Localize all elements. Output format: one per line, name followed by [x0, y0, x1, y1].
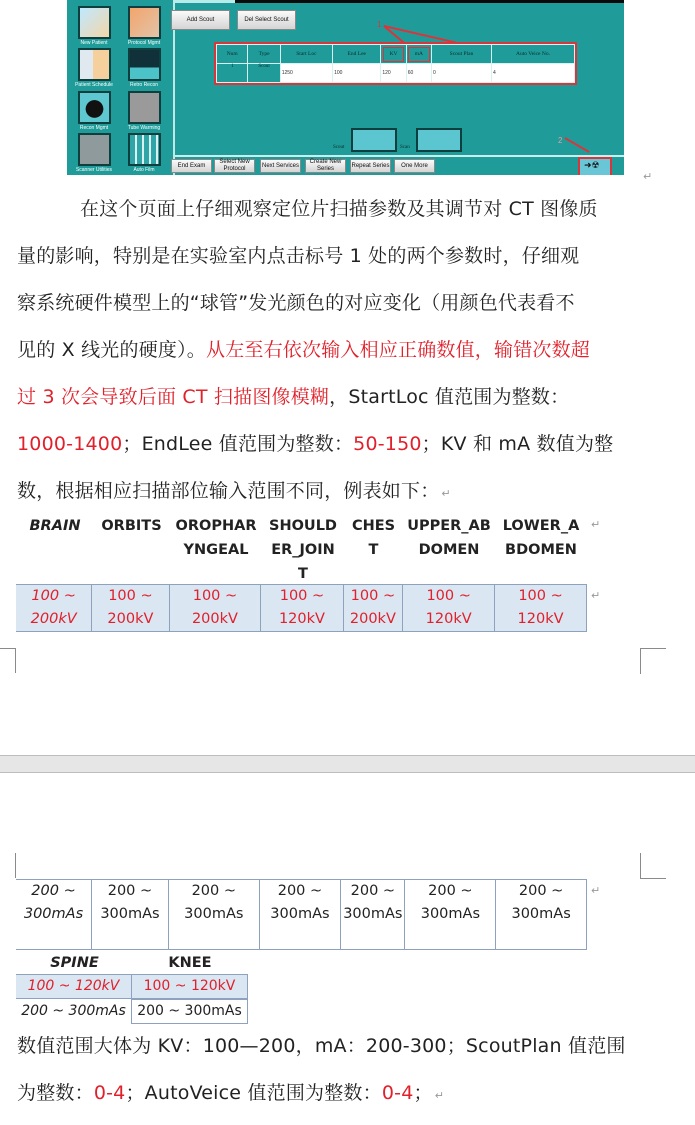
- scan-icon[interactable]: [416, 128, 462, 152]
- kv-brain: 100 ~ 200kV: [16, 585, 92, 632]
- title-bar: [235, 0, 624, 3]
- header-shoulder-joint: SHOULD ER_JOIN T: [269, 518, 337, 582]
- header-upper-abdomen: UPPER_AB DOMEN: [407, 518, 491, 558]
- ct-sidebar: [67, 0, 175, 175]
- col-auto-veice: Auto Veice No.: [491, 45, 574, 64]
- mas-chest: 200 ~ 300mAs: [341, 880, 405, 950]
- kv-lower-abdomen: 100 ~ 120kV: [495, 585, 587, 632]
- scout-parameter-table: [214, 42, 577, 85]
- scout-label: Scout: [333, 145, 345, 150]
- annotation-marker-1: 1: [377, 20, 382, 29]
- sidebar-item-tube-warming[interactable]: Tube Warming: [120, 91, 168, 131]
- mas-knee: 200 ~ 300mAs: [132, 1000, 248, 1024]
- mas-range-row-2: [16, 999, 248, 1024]
- header-lower-abdomen: LOWER_A BDOMEN: [502, 518, 580, 558]
- kv-spine: 100 ~ 120kV: [16, 975, 132, 999]
- header-oropharyngeal: OROPHAR YNGEAL: [175, 518, 257, 558]
- repeat-series-button[interactable]: Repeat Series: [350, 159, 391, 173]
- kv-upper-abdomen: 100 ~ 120kV: [403, 585, 495, 632]
- mas-range-row: [16, 879, 587, 950]
- kv-orbits: 100 ~ 200kV: [92, 585, 169, 632]
- sidebar-item-scanner-utilities[interactable]: Scanner Utilities: [70, 133, 118, 173]
- col-ma: mA: [406, 45, 431, 64]
- kv-input[interactable]: 120: [381, 64, 406, 83]
- mas-brain: 200 ~ 300mAs: [16, 880, 92, 950]
- new-patient-icon: [78, 6, 111, 39]
- sidebar-item-protocol-mgmt[interactable]: Protocol Mgmt: [120, 6, 168, 46]
- col-kv: KV: [381, 45, 406, 64]
- mas-upper-abdomen: 200 ~ 300mAs: [405, 880, 496, 950]
- annotation-arrow: [565, 137, 590, 152]
- start-loc-input[interactable]: 1250: [280, 64, 332, 83]
- next-services-button[interactable]: Next Services: [260, 159, 301, 173]
- sidebar-item-recon-mgmt[interactable]: Recon Mgmt: [70, 91, 118, 131]
- start-scan-button[interactable]: [578, 157, 612, 175]
- auto-veice-input[interactable]: 4: [491, 64, 574, 83]
- page-corner: [640, 853, 666, 879]
- page-corner: [15, 853, 16, 878]
- col-start-loc: Start Loc: [280, 45, 332, 64]
- scan-label: Scan: [400, 145, 410, 150]
- tube-warming-icon: [128, 91, 161, 124]
- kv-range-row-2: [16, 974, 248, 999]
- page-corner: [0, 648, 15, 649]
- paragraph-instructions: 在这个页面上仔细观察定位片扫描参数及其调节对 CT 图像质 量的影响，特别是在实验室内点击标号 1 处的两个参数时，仔细观 察系统硬件模型上的“球管”发光颜色的对应变化（用颜色代表看不 见的 X 线光的硬度）。从左至右依次输入相应正确数值，输错次数超 过 3 次会导致后面 CT 扫描图像模糊，StartLoc 值范围为整数： 1000-1400；EndLee 值范围为整数：50-150；KV 和 mA 数值为整 数，根据相应扫描部位输入范围不同，例表如下： ↵: [17, 198, 614, 502]
- scout-syringe-icon[interactable]: [351, 128, 397, 152]
- select-new-protocol-button[interactable]: Select New Protocol: [214, 159, 255, 173]
- header-brain: BRAIN: [29, 518, 81, 534]
- end-exam-button[interactable]: End Exam: [171, 159, 212, 173]
- create-new-series-button[interactable]: Create New Series: [305, 159, 346, 173]
- retro-recon-icon: [128, 48, 161, 81]
- mas-spine: 200 ~ 300mAs: [16, 1000, 132, 1024]
- header-spine: SPINE: [50, 955, 99, 971]
- col-type: Type: [248, 45, 280, 64]
- ct-scout-screenshot: [67, 0, 624, 175]
- col-end-lee: End Lee: [333, 45, 381, 64]
- sidebar-item-auto-film[interactable]: Auto Film: [120, 133, 168, 173]
- mas-orbits: 200 ~ 300mAs: [92, 880, 169, 950]
- cell-type: Scout: [248, 64, 280, 83]
- recon-icon: [78, 91, 111, 124]
- kv-chest: 100 ~ 200kV: [343, 585, 403, 632]
- paragraph-mark: ↵: [643, 170, 653, 183]
- kv-oropharyngeal: 100 ~ 200kV: [169, 585, 261, 632]
- protocol-icon: [128, 6, 161, 39]
- one-more-button[interactable]: One More: [394, 159, 435, 173]
- kv-range-row: [16, 584, 587, 632]
- table-row[interactable]: [217, 64, 575, 83]
- kv-knee: 100 ~ 120kV: [132, 975, 248, 999]
- kv-shoulder-joint: 100 ~ 120kV: [261, 585, 343, 632]
- end-lee-input[interactable]: 100: [333, 64, 381, 83]
- add-scout-button[interactable]: Add Scout: [171, 10, 230, 30]
- sidebar-item-patient-schedule[interactable]: Patient Schedule: [70, 48, 118, 88]
- auto-film-icon: [128, 133, 161, 166]
- page-corner: [15, 648, 16, 673]
- page-corner: [640, 648, 666, 674]
- page-break: [0, 755, 695, 773]
- header-orbits: ORBITS: [101, 518, 162, 534]
- cell-num: 1: [217, 64, 248, 83]
- annotation-marker-2: 2: [558, 136, 563, 145]
- sidebar-item-retro-recon[interactable]: Retro Recon: [120, 48, 168, 88]
- header-knee: KNEE: [168, 955, 212, 971]
- paragraph-value-ranges: 数值范围大体为 KV：100—200，mA：200-300；ScoutPlan 值范围 为整数：0-4；AutoVeice 值范围为整数：0-4； ↵: [17, 1035, 626, 1104]
- scanner-utilities-icon: [78, 133, 111, 166]
- header-chest: CHES T: [351, 518, 396, 558]
- col-scout-plan: Scout Plan: [432, 45, 492, 64]
- sidebar-item-new-patient[interactable]: New Patient: [70, 6, 118, 46]
- mas-oropharyngeal: 200 ~ 300mAs: [168, 880, 259, 950]
- col-num: Num: [217, 45, 248, 64]
- mas-lower-abdomen: 200 ~ 300mAs: [496, 880, 587, 950]
- schedule-icon: [78, 48, 111, 81]
- mas-shoulder-joint: 200 ~ 300mAs: [259, 880, 341, 950]
- bottom-separator: [175, 155, 624, 157]
- del-select-scout-button[interactable]: Del Select Scout: [237, 10, 296, 30]
- ma-input[interactable]: 60: [406, 64, 431, 83]
- scout-plan-input[interactable]: 0: [432, 64, 492, 83]
- arrow-radiation-icon: ➜☢: [584, 161, 600, 171]
